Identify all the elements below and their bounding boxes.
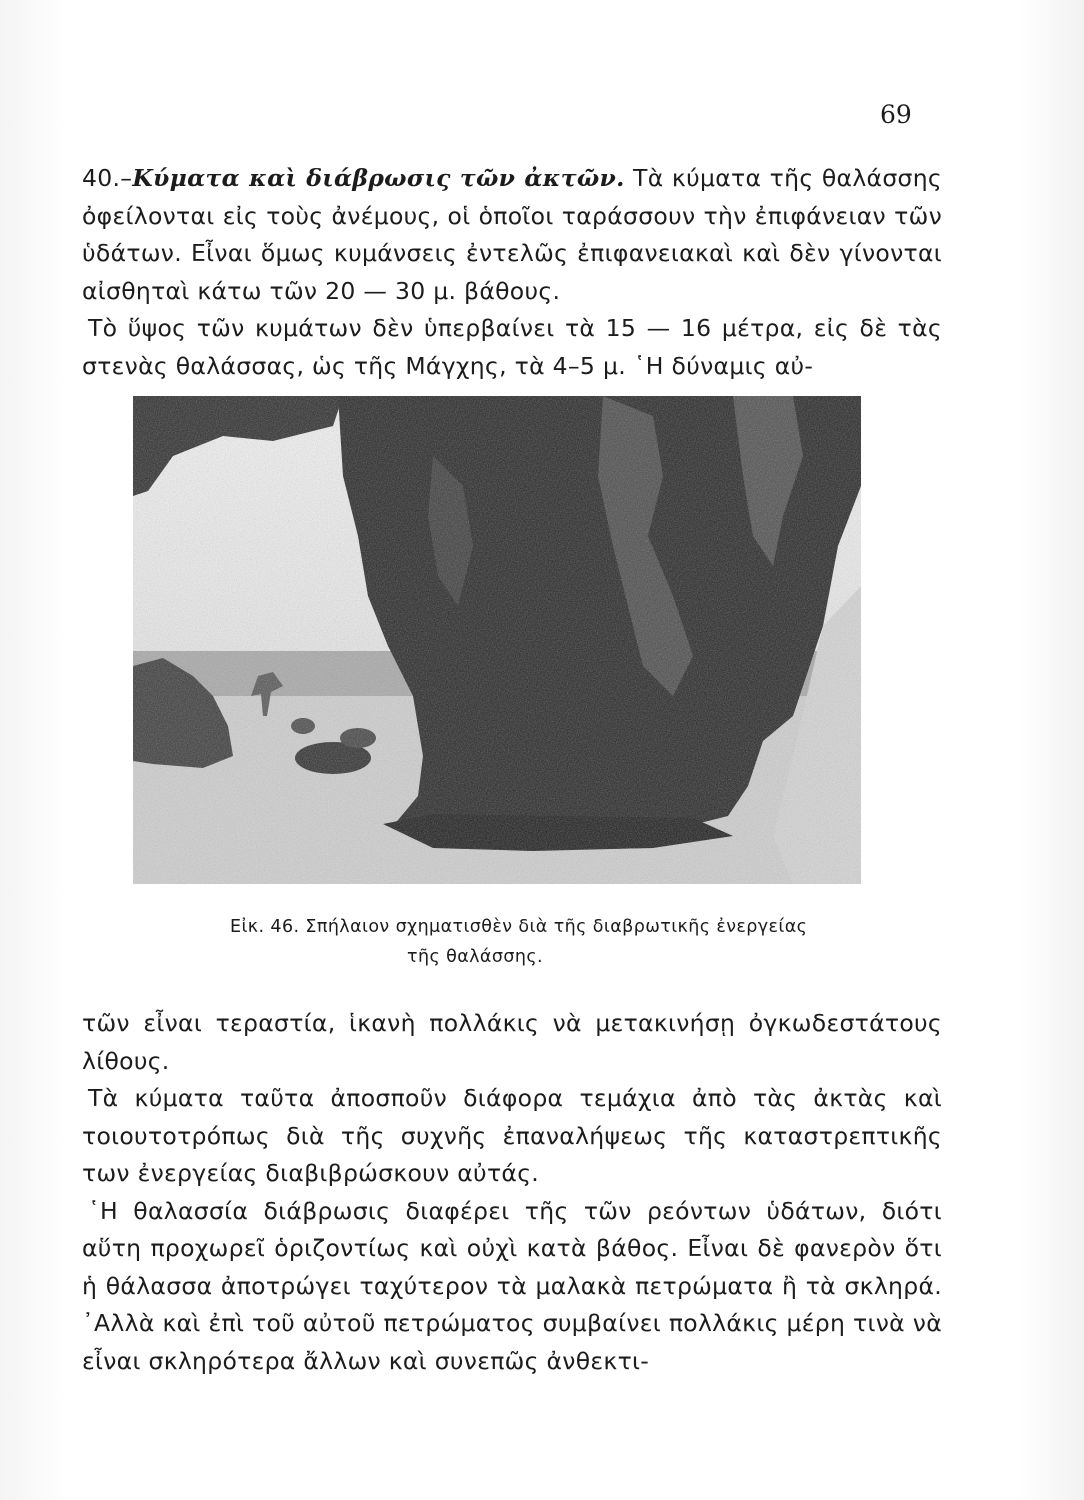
section-heading: Κύματα καὶ διάβρωσις τῶν ἀκτῶν. [132, 164, 625, 192]
section-intro: Τὰ κύματα τῆς θαλάσσης ὀφείλονται εἰς τοὺς ἀνέμους, οἱ ὁποῖοι ταράσσουν τὴν ἐπιφάνειαν τῶν ὑδάτων. Εἶναι ὅμως κυμάνσεις ἐντελῶς ἐπιφανειακαὶ καὶ δὲν γίνονται αἰσθηταὶ κάτω τῶν 20 — 30 μ. βάθους. [82, 164, 942, 305]
paragraph-4: ῾Η θαλασσία διάβρωσις διαφέρει τῆς τῶν ρεόντων ὑδάτων, διότι αὕτη προχωρεῖ ὁριζοντίως καὶ οὐχὶ κατὰ βάθος. Εἶναι δὲ φανερὸν ὅτι ἡ θάλασσα ἀποτρώγει ταχύτερον τὰ μαλακὰ πετρώματα ἢ τὰ σκληρά. ᾿Αλλὰ καὶ ἐπὶ τοῦ αὐτοῦ πετρώματος συμβαίνει πολλάκις μέρη τινὰ νὰ εἶναι σκληρότερα ἄλλων καὶ συνεπῶς ἀνθεκτι- [82, 1196, 942, 1375]
section-number: 40.– [82, 164, 133, 192]
figure-caption-line-2: τῆς θαλάσσης. [407, 947, 543, 967]
cave-photo-image [133, 396, 861, 884]
paragraph-3: Τὰ κύματα ταῦτα ἀποσποῦν διάφορα τεμάχια ἀπὸ τὰς ἀκτὰς καὶ τοιουτοτρόπως διὰ τῆς συχνῆς ἐπαναλήψεως τῆς καταστρεπτικῆς των ἐνεργείας διαβιβρώσκουν αὐτάς. [82, 1084, 942, 1187]
page-number: 69 [880, 100, 912, 129]
section-text-top [82, 160, 942, 385]
figure-caption [230, 912, 870, 972]
section-paragraph-2: Τὸ ὕψος τῶν κυμάτων δὲν ὑπερβαίνει τὰ 15 — 16 μέτρα, εἰς δὲ τὰς στενὰς θαλάσσας, ὡς τῆς Μάγχης, τὰ 4–5 μ. ῾Η δύναμις αὐ- [82, 314, 942, 380]
section-text-bottom [82, 1005, 942, 1380]
section-paragraph-1 [82, 160, 942, 310]
figure-label: Εἰκ. 46. [230, 917, 300, 937]
figure-caption-line-1: Σπήλαιον σχηματισθὲν διὰ τῆς διαβρωτικῆς ἐνεργείας [305, 917, 808, 937]
continuation-paragraph: τῶν εἶναι τεραστία, ἱκανὴ πολλάκις νὰ μετακινήσῃ ὀγκωδεστάτους λίθους. [82, 1009, 942, 1075]
cave-photograph [133, 396, 861, 884]
